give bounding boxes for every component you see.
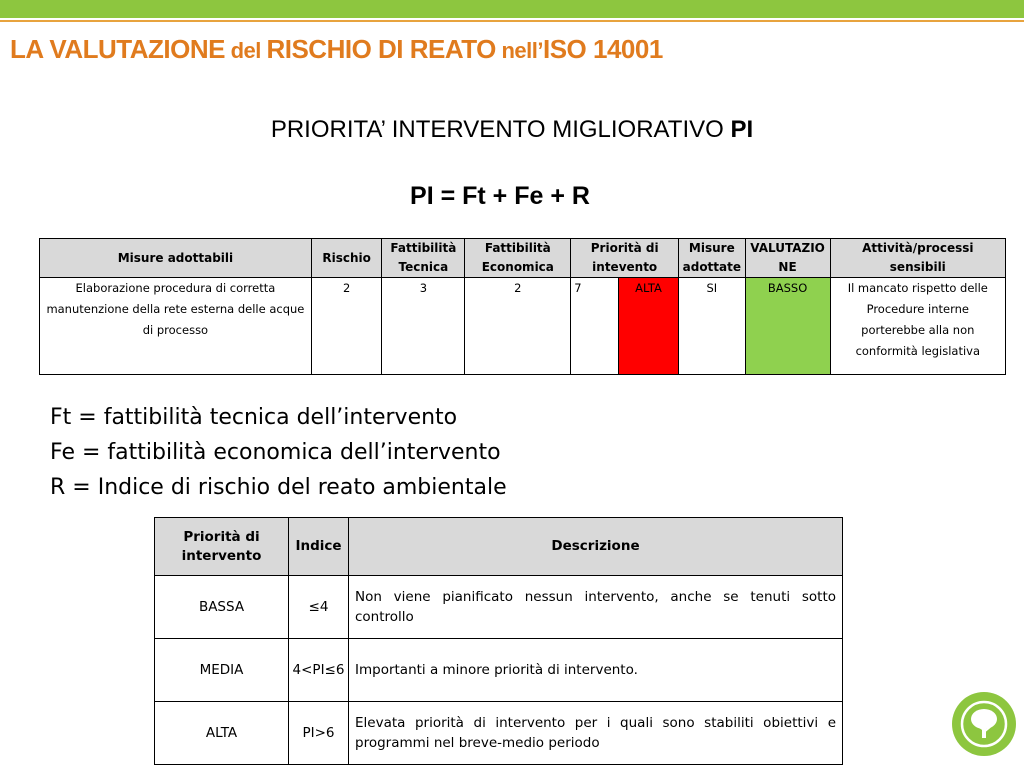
title-part-1: LA VALUTAZIONE — [10, 34, 225, 64]
priority-row-bassa — [155, 576, 843, 639]
tree-logo-icon — [952, 692, 1016, 756]
header-indice: Indice — [289, 518, 349, 576]
header-misure-adottabili: Misure adottabili — [40, 239, 312, 278]
header-misure-adottate: Misure adottate — [679, 239, 745, 278]
risk-table-header — [40, 239, 1006, 278]
header-priorita-intervento: Priorità di intervento — [155, 518, 289, 576]
cell-misure-adottate: SI — [679, 278, 745, 375]
tree-icon — [960, 700, 1008, 748]
priority-label: BASSA — [155, 576, 289, 639]
priority-index: ≤4 — [289, 576, 349, 639]
subtitle-bold: PI — [730, 116, 754, 143]
title-part-4: nell’ — [495, 38, 543, 63]
formula: PI = Ft + Fe + R — [410, 182, 590, 210]
priority-index: PI>6 — [289, 702, 349, 765]
header-fattibilita-tecnica: Fattibilità Tecnica — [382, 239, 465, 278]
priority-row-alta — [155, 702, 843, 765]
top-orange-line — [0, 20, 1024, 22]
cell-attivita: Il mancato rispetto delle Procedure interne porterebbe alla non conformità legislativa — [830, 278, 1005, 375]
priority-label: ALTA — [155, 702, 289, 765]
definitions — [50, 400, 507, 505]
risk-table — [39, 238, 1006, 375]
cell-rischio: 2 — [311, 278, 382, 375]
cell-misure: Elaborazione procedura di corretta manutenzione della rete esterna delle acque di processo — [40, 278, 312, 375]
cell-valutazione: BASSO — [745, 278, 830, 375]
slide-title — [10, 34, 663, 65]
priority-table-header — [155, 518, 843, 576]
definition-fe: Fe = fattibilità economica dell’intervento — [50, 440, 501, 465]
cell-fatt-tecnica: 3 — [382, 278, 465, 375]
header-descrizione: Descrizione — [349, 518, 843, 576]
subtitle-text: PRIORITA’ INTERVENTO MIGLIORATIVO — [270, 116, 731, 143]
header-valutazione: VALUTAZIONE — [745, 239, 830, 278]
subtitle — [0, 116, 1024, 144]
priority-description: Elevata priorità di intervento per i quali sono stabiliti obiettivi e programmi nel breve-medio periodo — [349, 702, 843, 765]
definition-r: R = Indice di rischio del reato ambientale — [50, 475, 507, 500]
header-priorita: Priorità di intevento — [571, 239, 679, 278]
top-green-bar — [0, 0, 1024, 18]
header-fattibilita-economica: Fattibilità Economica — [465, 239, 571, 278]
priority-label: MEDIA — [155, 639, 289, 702]
cell-fatt-economica: 2 — [465, 278, 571, 375]
priority-table — [154, 517, 843, 765]
header-attivita: Attività/processi sensibili — [830, 239, 1005, 278]
priority-description: Non viene pianificato nessun intervento, anche se tenuti sotto controllo — [349, 576, 843, 639]
title-part-2: del — [224, 38, 267, 63]
risk-table-row — [40, 278, 1006, 375]
priority-description: Importanti a minore priorità di intervento. — [349, 639, 843, 702]
title-part-3: RISCHIO DI REATO — [266, 34, 496, 64]
cell-priorita-alta: ALTA — [618, 278, 678, 375]
priority-index: 4<PI≤6 — [289, 639, 349, 702]
cell-priorita-num: 7 — [571, 278, 619, 375]
title-part-5: ISO 14001 — [542, 34, 663, 64]
priority-row-media — [155, 639, 843, 702]
definition-ft: Ft = fattibilità tecnica dell’intervento — [50, 405, 458, 430]
header-rischio: Rischio — [311, 239, 382, 278]
